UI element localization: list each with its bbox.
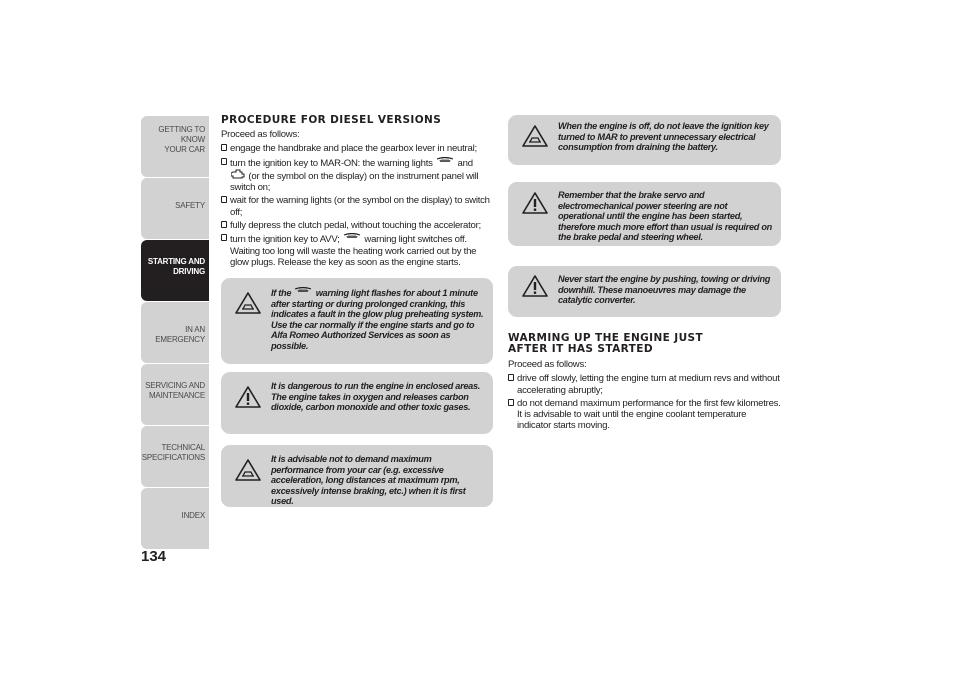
tab-label: SPECIFICATIONS: [141, 453, 205, 462]
checkbox-bullet-icon: [221, 221, 227, 228]
list-item-text: turn the ignition key to MAR-ON: the warning lights: [230, 157, 433, 169]
list-item-text: drive off slowly, letting the engine turn at medium revs and without accelerating abruptly;: [517, 373, 780, 396]
tab-label: TECHNICAL: [161, 443, 205, 452]
warning-text: Never start the engine by pushing, towing or driving downhill. These manoeuvres may damage the catalytic converter.: [558, 274, 771, 305]
exclamation-triangle-icon: [522, 275, 548, 297]
warning-box-enclosed-areas: [221, 372, 493, 434]
tab-starting-and-driving[interactable]: [141, 240, 209, 301]
warning-box-first-use: [221, 445, 493, 507]
list-item: [221, 143, 493, 154]
tab-label: MAINTENANCE: [148, 391, 205, 400]
car-warning-triangle-icon: [235, 459, 261, 481]
list-item: [221, 220, 493, 231]
list-item: [221, 233, 493, 268]
warning-text: It is advisable not to demand maximum performance from your car (e.g. excessive acceleration, long distances at maximum rpm, excessively intense braking, etc.) when it is first used.: [271, 454, 466, 507]
page-number: 134: [141, 548, 167, 565]
warning-text: It is dangerous to run the engine in enclosed areas. The engine takes in oxygen and releases carbon dioxide, carbon monoxide and other toxic gases.: [271, 381, 481, 413]
checkbox-bullet-icon: [221, 144, 227, 151]
tab-index[interactable]: [141, 488, 209, 549]
warning-text-part: If the: [271, 288, 292, 299]
list-item: [221, 157, 493, 194]
tab-label: GETTING TO KNOW: [158, 125, 205, 144]
section-heading-diesel: PROCEDURE FOR DIESEL VERSIONS: [221, 114, 442, 126]
warning-text: [231, 287, 485, 351]
warming-intro: Proceed as follows:: [508, 359, 587, 370]
list-item-text: do not demand maximum performance for the first few kilometres. It is advisable to wait until the engine coolant temperature indicator starts moving.: [517, 397, 781, 432]
exclamation-triangle-icon: [522, 192, 548, 214]
exclamation-triangle-icon: [235, 386, 261, 408]
tab-safety[interactable]: [141, 178, 209, 239]
tab-in-an-emergency[interactable]: [141, 302, 209, 363]
list-item-text: engage the handbrake and place the gearbox lever in neutral;: [230, 143, 477, 155]
list-item: [221, 195, 493, 218]
list-item: [508, 373, 781, 396]
tab-label: SAFETY: [175, 201, 205, 210]
checkbox-bullet-icon: [221, 158, 227, 165]
tab-getting-to-know[interactable]: [141, 116, 209, 177]
checkbox-bullet-icon: [508, 399, 514, 406]
checkbox-bullet-icon: [508, 374, 514, 381]
list-item-text: (or the symbol on the display) on the instrument panel will switch on;: [230, 170, 479, 194]
list-item-text: and: [457, 157, 473, 169]
list-item-text: turn the ignition key to AVV;: [230, 234, 340, 246]
glow-plug-icon: [294, 287, 312, 298]
tab-servicing-and-maintenance[interactable]: [141, 364, 209, 425]
tab-label: SERVICING AND: [145, 381, 205, 390]
left-column: [221, 115, 493, 507]
engine-failure-icon: [231, 169, 245, 181]
tab-technical-specifications[interactable]: [141, 426, 209, 487]
heading-line: AFTER IT HAS STARTED: [508, 343, 653, 355]
tab-label: INDEX: [181, 511, 205, 520]
list-item-text: wait for the warning lights (or the symbol on the display) to switch off;: [230, 195, 490, 218]
heading-line: WARMING UP THE ENGINE JUST: [508, 332, 704, 344]
car-warning-triangle-icon: [235, 292, 261, 314]
glow-plug-icon: [436, 157, 454, 168]
warming-steps: [508, 373, 781, 431]
glow-plug-icon: [343, 233, 361, 244]
checkbox-bullet-icon: [221, 234, 227, 241]
list-item-text: warning light switches off. Waiting too long will waste the heating work carried out by the glow plugs. Release the key as soon as the engine starts.: [230, 234, 477, 268]
diesel-steps: [221, 143, 493, 268]
warning-box-push-start: [508, 266, 781, 317]
list-item-text: fully depress the clutch pedal, without touching the accelerator;: [230, 220, 481, 232]
checkbox-bullet-icon: [221, 196, 227, 203]
tab-label: IN AN EMERGENCY: [155, 325, 205, 344]
tab-label: STARTING AND: [147, 257, 205, 266]
warning-box-glow-plug: [221, 278, 493, 364]
section-heading-warming: [508, 333, 781, 355]
warning-text: When the engine is off, do not leave the ignition key turned to MAR to prevent unnecessary electrical consumption from draining the battery.: [558, 121, 769, 152]
right-column: [508, 115, 781, 434]
warning-text: Remember that the brake servo and electromechanical power steering are not operational until the engine has been started, therefore much more effort than usual is required on the brake pedal and steering wheel.: [558, 190, 772, 242]
car-warning-triangle-icon: [522, 125, 548, 147]
tab-label: DRIVING: [173, 267, 205, 276]
warning-box-ignition-key: [508, 115, 781, 165]
warning-box-brake-servo: [508, 182, 781, 246]
warning-text-part: warning light flashes for about 1 minute after starting or during prolonged cranking, this indicates a fault in the glow plug preheating system. Use the car normally if the engine starts and go to Alfa Romeo Authorized Services as soon as possible.: [271, 288, 484, 351]
diesel-intro: Proceed as follows:: [221, 129, 300, 140]
tab-label: YOUR CAR: [164, 145, 205, 154]
list-item: [508, 398, 781, 432]
